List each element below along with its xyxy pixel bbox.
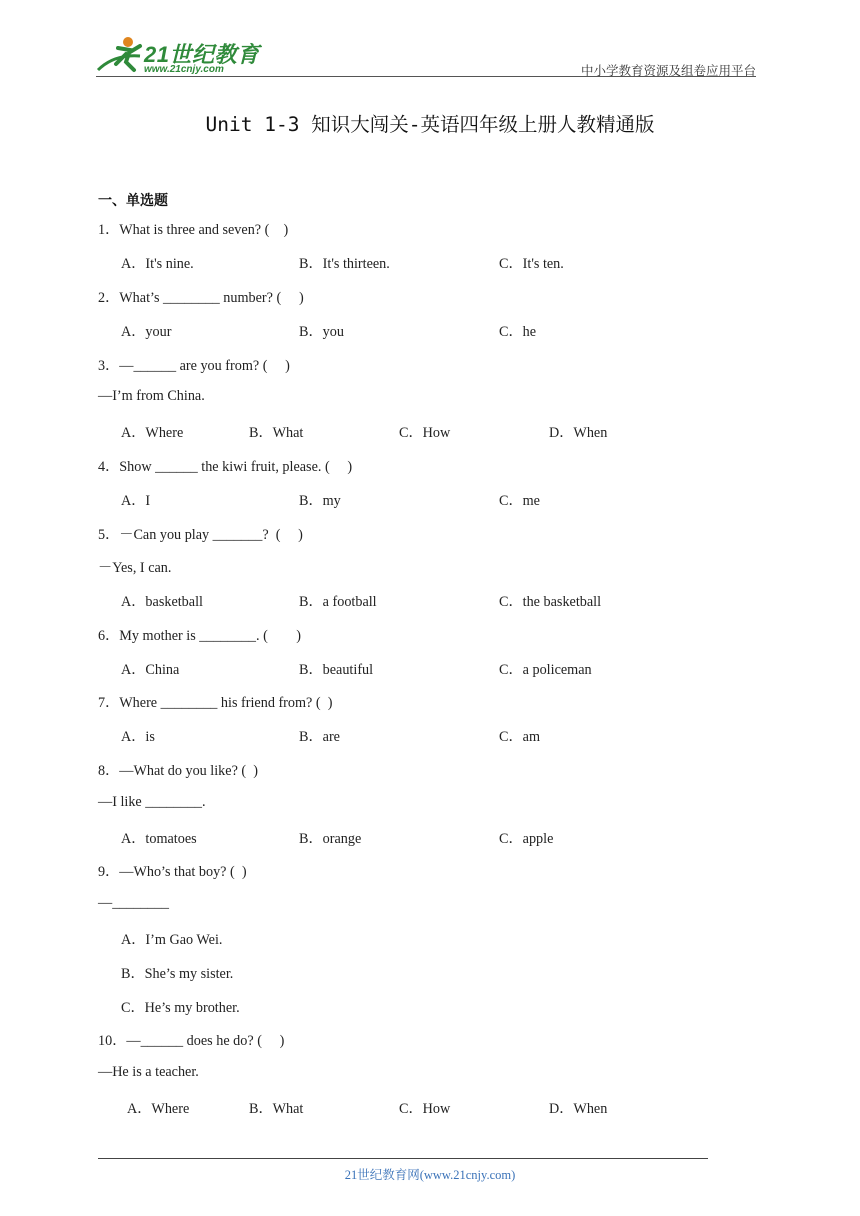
question-5-option-b[interactable]: B．a football: [299, 594, 377, 610]
question-1-stem: 1．What is three and seven? ( ): [98, 222, 289, 238]
question-5-option-c[interactable]: C．the basketball: [499, 594, 602, 610]
question-4-stem: 4．Show ______ the kiwi fruit, please. ( ): [98, 459, 353, 475]
question-6-option-a[interactable]: A．China: [121, 662, 180, 678]
question-7-stem: 7．Where ________ his friend from? ( ): [98, 695, 333, 711]
question-3-stem: 3．—______ are you from? ( ): [98, 358, 290, 374]
question-8-option-b[interactable]: B．orange: [299, 831, 362, 847]
question-7-option-a[interactable]: A．is: [121, 729, 155, 745]
question-6-option-c[interactable]: C．a policeman: [499, 662, 592, 678]
question-3-option-c[interactable]: C．How: [399, 425, 451, 441]
question-2-option-a[interactable]: A．your: [121, 324, 172, 340]
question-10-option-c[interactable]: C．How: [399, 1101, 451, 1117]
question-1-option-c[interactable]: C．It's ten.: [499, 256, 564, 272]
question-3-option-a[interactable]: A．Where: [121, 425, 184, 441]
question-10-option-b[interactable]: B．What: [249, 1101, 304, 1117]
question-3-reply: —I’m from China.: [98, 388, 205, 404]
question-2-option-c[interactable]: C．he: [499, 324, 537, 340]
question-9-option-a[interactable]: A．I’m Gao Wei.: [121, 932, 223, 948]
question-6-stem: 6．My mother is ________. ( ): [98, 628, 301, 644]
section-heading: 一、单选题: [98, 193, 168, 209]
header-divider: [96, 76, 756, 77]
question-4-option-c[interactable]: C．me: [499, 493, 540, 509]
question-9-stem: 9．—Who’s that boy? ( ): [98, 864, 247, 880]
question-4-option-b[interactable]: B．my: [299, 493, 341, 509]
question-7-option-c[interactable]: C．am: [499, 729, 540, 745]
page-title: Unit 1-3 知识大闯关-英语四年级上册人教精通版: [205, 113, 655, 136]
question-3-option-d[interactable]: D．When: [549, 425, 608, 441]
question-5-reply: －Yes, I can.: [98, 560, 172, 576]
question-8-reply: —I like ________.: [98, 794, 206, 810]
question-10-reply: —He is a teacher.: [98, 1064, 199, 1080]
question-5-stem: 5．－Can you play _______? ( ): [98, 527, 303, 543]
question-5-option-a[interactable]: A．basketball: [121, 594, 203, 610]
footer-link[interactable]: 21世纪教育网(www.21cnjy.com): [344, 1168, 516, 1182]
question-9-option-b[interactable]: B．She’s my sister.: [121, 966, 234, 982]
question-7-option-b[interactable]: B．are: [299, 729, 340, 745]
question-3-option-b[interactable]: B．What: [249, 425, 304, 441]
question-2-stem: 2．What’s ________ number? ( ): [98, 290, 304, 306]
question-2-option-b[interactable]: B．you: [299, 324, 344, 340]
question-8-option-a[interactable]: A．tomatoes: [121, 831, 197, 847]
question-4-option-a[interactable]: A．I: [121, 493, 151, 509]
question-10-stem: 10．—______ does he do? ( ): [98, 1033, 285, 1049]
logo-url: www.21cnjy.com: [144, 64, 224, 75]
question-10-option-d[interactable]: D．When: [549, 1101, 608, 1117]
question-9-option-c[interactable]: C．He’s my brother.: [121, 1000, 240, 1016]
question-8-stem: 8．—What do you like? ( ): [98, 763, 258, 779]
logo-text: 21世纪教育: [144, 42, 260, 67]
footer-divider: [98, 1158, 708, 1159]
platform-name: 中小学教育资源及组卷应用平台: [580, 64, 756, 78]
question-1-option-b[interactable]: B．It's thirteen.: [299, 256, 390, 272]
question-10-option-a[interactable]: A．Where: [127, 1101, 190, 1117]
question-6-option-b[interactable]: B．beautiful: [299, 662, 374, 678]
question-8-option-c[interactable]: C．apple: [499, 831, 554, 847]
question-1-option-a[interactable]: A．It's nine.: [121, 256, 194, 272]
question-9-reply: —________: [98, 895, 169, 911]
